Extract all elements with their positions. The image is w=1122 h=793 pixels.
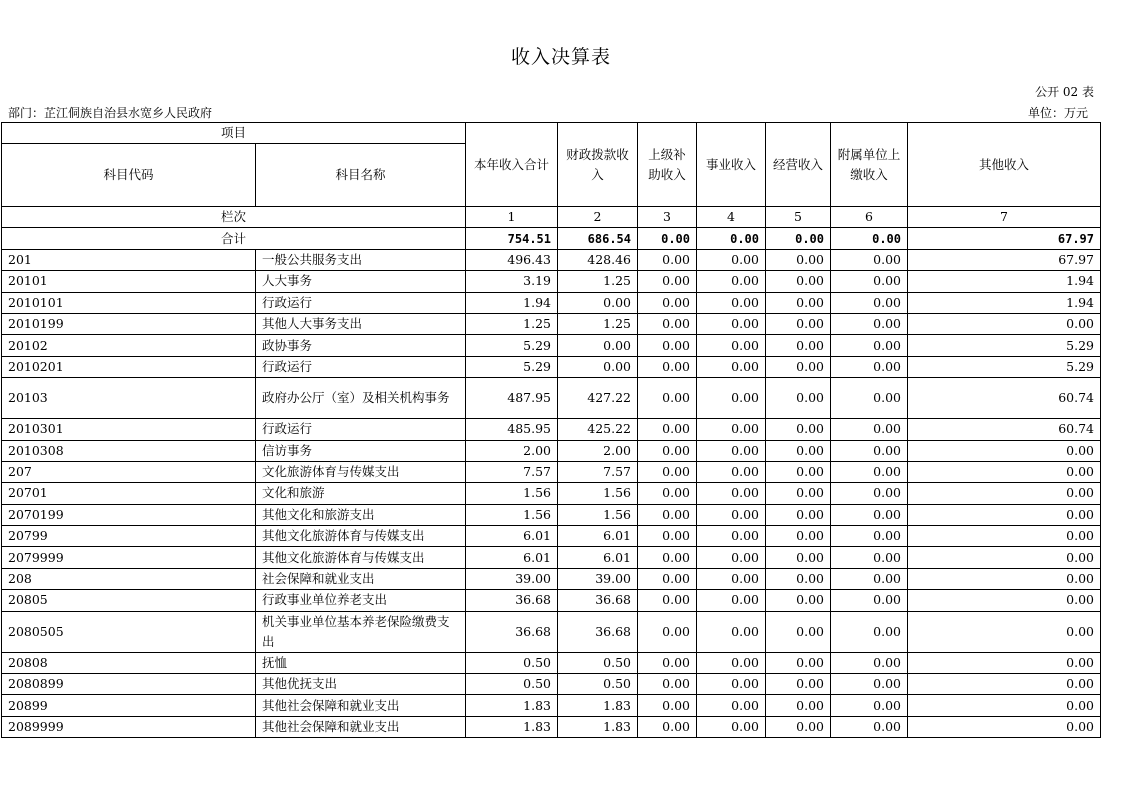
amount-cell: 0.00 — [638, 440, 697, 461]
header-col-4: 事业收入 — [697, 123, 766, 207]
amount-cell: 1.94 — [908, 271, 1101, 292]
table-row — [2, 292, 1101, 313]
amount-cell: 0.00 — [831, 483, 908, 504]
amount-cell: 0.00 — [831, 674, 908, 695]
subject-name: 其他文化旅游体育与传媒支出 — [256, 526, 466, 547]
amount-cell: 0.00 — [766, 674, 831, 695]
table-row — [2, 378, 1101, 419]
col-no-5: 5 — [766, 207, 831, 228]
form-number: 公开 02 表 — [1035, 85, 1094, 99]
amount-cell: 0.00 — [831, 716, 908, 737]
amount-cell: 0.00 — [831, 419, 908, 440]
subject-code: 20799 — [2, 526, 256, 547]
amount-cell: 0.00 — [766, 568, 831, 589]
subject-code: 2010101 — [2, 292, 256, 313]
amount-cell: 0.00 — [697, 547, 766, 568]
table-row — [2, 440, 1101, 461]
amount-cell: 0.00 — [766, 249, 831, 270]
subject-name: 行政运行 — [256, 356, 466, 377]
amount-cell: 5.29 — [466, 335, 558, 356]
amount-cell: 1.83 — [558, 695, 638, 716]
subject-name: 一般公共服务支出 — [256, 249, 466, 270]
col-no-label: 栏次 — [2, 207, 466, 228]
table-row — [2, 356, 1101, 377]
subject-name: 抚恤 — [256, 652, 466, 673]
subject-name: 其他文化旅游体育与传媒支出 — [256, 547, 466, 568]
subject-name: 信访事务 — [256, 440, 466, 461]
amount-cell: 0.00 — [697, 504, 766, 525]
col-no-6: 6 — [831, 207, 908, 228]
amount-cell: 0.00 — [908, 461, 1101, 482]
header-item: 项目 — [2, 123, 466, 144]
amount-cell: 0.00 — [638, 313, 697, 334]
table-row — [2, 249, 1101, 270]
amount-cell: 0.00 — [697, 483, 766, 504]
subject-code: 2010308 — [2, 440, 256, 461]
amount-cell: 0.00 — [766, 590, 831, 611]
amount-cell: 0.00 — [766, 292, 831, 313]
amount-cell: 0.00 — [638, 292, 697, 313]
table-row — [2, 461, 1101, 482]
amount-cell: 0.00 — [697, 356, 766, 377]
amount-cell: 0.00 — [638, 695, 697, 716]
amount-cell: 2.00 — [466, 440, 558, 461]
table-row — [2, 611, 1101, 652]
amount-cell: 1.56 — [466, 483, 558, 504]
amount-cell: 5.29 — [466, 356, 558, 377]
subject-code: 20103 — [2, 378, 256, 419]
amount-cell: 0.00 — [558, 292, 638, 313]
amount-cell: 0.00 — [697, 335, 766, 356]
amount-cell: 2.00 — [558, 440, 638, 461]
amount-cell: 0.00 — [908, 695, 1101, 716]
subject-code: 2089999 — [2, 716, 256, 737]
income-table — [1, 122, 1101, 738]
header-code: 科目代码 — [2, 144, 256, 207]
amount-cell: 0.00 — [558, 356, 638, 377]
amount-cell: 0.00 — [697, 716, 766, 737]
header-name: 科目名称 — [256, 144, 466, 207]
amount-cell: 0.00 — [831, 271, 908, 292]
amount-cell: 425.22 — [558, 419, 638, 440]
amount-cell: 0.00 — [697, 249, 766, 270]
amount-cell: 60.74 — [908, 378, 1101, 419]
amount-cell: 0.00 — [831, 590, 908, 611]
subject-code: 201 — [2, 249, 256, 270]
table-row — [2, 674, 1101, 695]
amount-cell: 0.00 — [908, 526, 1101, 547]
amount-cell: 0.00 — [831, 526, 908, 547]
amount-cell: 0.00 — [831, 378, 908, 419]
subject-code: 208 — [2, 568, 256, 589]
amount-cell: 0.00 — [697, 292, 766, 313]
amount-cell: 0.00 — [908, 611, 1101, 652]
amount-cell: 39.00 — [466, 568, 558, 589]
amount-cell: 3.19 — [466, 271, 558, 292]
amount-cell: 0.00 — [766, 313, 831, 334]
amount-cell: 0.50 — [466, 674, 558, 695]
subject-code: 2010301 — [2, 419, 256, 440]
amount-cell: 0.00 — [766, 526, 831, 547]
amount-cell: 0.00 — [697, 440, 766, 461]
header-col-6: 附属单位上缴收入 — [831, 123, 908, 207]
amount-cell: 0.00 — [638, 356, 697, 377]
amount-cell: 0.00 — [908, 313, 1101, 334]
amount-cell: 0.00 — [697, 695, 766, 716]
amount-cell: 0.00 — [831, 547, 908, 568]
amount-cell: 7.57 — [466, 461, 558, 482]
amount-cell: 60.74 — [908, 419, 1101, 440]
amount-cell: 39.00 — [558, 568, 638, 589]
subject-code: 2079999 — [2, 547, 256, 568]
amount-cell: 0.00 — [908, 590, 1101, 611]
header-col-1: 本年收入合计 — [466, 123, 558, 207]
amount-cell: 0.00 — [697, 419, 766, 440]
amount-cell: 0.00 — [697, 652, 766, 673]
table-row — [2, 695, 1101, 716]
table-row — [2, 419, 1101, 440]
amount-cell: 0.00 — [638, 568, 697, 589]
table-row — [2, 590, 1101, 611]
amount-cell: 0.00 — [766, 652, 831, 673]
subject-name: 行政运行 — [256, 292, 466, 313]
amount-cell: 0.00 — [766, 461, 831, 482]
subject-code: 2080899 — [2, 674, 256, 695]
amount-cell: 0.00 — [831, 568, 908, 589]
amount-cell: 0.00 — [638, 716, 697, 737]
amount-cell: 0.00 — [697, 271, 766, 292]
amount-cell: 0.00 — [831, 652, 908, 673]
amount-cell: 0.00 — [638, 249, 697, 270]
subject-code: 20701 — [2, 483, 256, 504]
amount-cell: 5.29 — [908, 356, 1101, 377]
subject-name: 行政运行 — [256, 419, 466, 440]
amount-cell: 1.94 — [908, 292, 1101, 313]
table-row — [2, 526, 1101, 547]
amount-cell: 0.00 — [697, 611, 766, 652]
amount-cell: 0.00 — [766, 716, 831, 737]
table-row — [2, 504, 1101, 525]
page-title: 收入决算表 — [510, 46, 611, 68]
amount-cell: 0.00 — [831, 504, 908, 525]
amount-cell: 0.00 — [697, 568, 766, 589]
subject-name: 文化旅游体育与传媒支出 — [256, 461, 466, 482]
subject-code: 20805 — [2, 590, 256, 611]
amount-cell: 0.00 — [638, 483, 697, 504]
subject-code: 20808 — [2, 652, 256, 673]
amount-cell: 0.00 — [766, 483, 831, 504]
total-value: 0.00 — [766, 228, 831, 249]
header-col-7: 其他收入 — [908, 123, 1101, 207]
amount-cell: 0.00 — [831, 335, 908, 356]
amount-cell: 1.25 — [466, 313, 558, 334]
header-col-2: 财政拨款收入 — [558, 123, 638, 207]
total-value: 0.00 — [638, 228, 697, 249]
subject-code: 2010201 — [2, 356, 256, 377]
amount-cell: 0.00 — [697, 313, 766, 334]
amount-cell: 0.00 — [766, 335, 831, 356]
amount-cell: 428.46 — [558, 249, 638, 270]
department-label: 部门：芷江侗族自治县水宽乡人民政府 — [8, 106, 213, 120]
subject-name: 社会保障和就业支出 — [256, 568, 466, 589]
table-row — [2, 335, 1101, 356]
amount-cell: 36.68 — [558, 611, 638, 652]
table-row — [2, 271, 1101, 292]
amount-cell: 1.56 — [558, 504, 638, 525]
table-row — [2, 568, 1101, 589]
subject-code: 207 — [2, 461, 256, 482]
table-row — [2, 547, 1101, 568]
total-row — [2, 228, 1101, 249]
table-row — [2, 313, 1101, 334]
amount-cell: 1.56 — [558, 483, 638, 504]
amount-cell: 427.22 — [558, 378, 638, 419]
amount-cell: 0.00 — [908, 440, 1101, 461]
amount-cell: 36.68 — [466, 590, 558, 611]
total-value: 0.00 — [831, 228, 908, 249]
amount-cell: 1.83 — [466, 716, 558, 737]
amount-cell: 0.00 — [908, 504, 1101, 525]
amount-cell: 0.00 — [831, 695, 908, 716]
amount-cell: 0.00 — [697, 461, 766, 482]
col-no-2: 2 — [558, 207, 638, 228]
amount-cell: 0.00 — [697, 590, 766, 611]
amount-cell: 0.00 — [638, 461, 697, 482]
amount-cell: 1.83 — [558, 716, 638, 737]
subject-name: 人大事务 — [256, 271, 466, 292]
amount-cell: 0.00 — [638, 674, 697, 695]
amount-cell: 0.00 — [766, 547, 831, 568]
amount-cell: 0.00 — [558, 335, 638, 356]
amount-cell: 0.00 — [766, 271, 831, 292]
amount-cell: 0.00 — [638, 271, 697, 292]
subject-name: 其他文化和旅游支出 — [256, 504, 466, 525]
amount-cell: 0.00 — [766, 504, 831, 525]
amount-cell: 0.00 — [638, 335, 697, 356]
amount-cell: 0.50 — [558, 674, 638, 695]
amount-cell: 1.83 — [466, 695, 558, 716]
amount-cell: 0.00 — [697, 674, 766, 695]
amount-cell: 0.00 — [638, 652, 697, 673]
table-row — [2, 716, 1101, 737]
subject-name: 其他社会保障和就业支出 — [256, 716, 466, 737]
total-value: 754.51 — [466, 228, 558, 249]
amount-cell: 487.95 — [466, 378, 558, 419]
amount-cell: 1.25 — [558, 271, 638, 292]
amount-cell: 0.00 — [831, 313, 908, 334]
amount-cell: 0.00 — [908, 547, 1101, 568]
amount-cell: 0.00 — [766, 695, 831, 716]
amount-cell: 0.00 — [766, 440, 831, 461]
subject-name: 行政事业单位养老支出 — [256, 590, 466, 611]
table-row — [2, 652, 1101, 673]
amount-cell: 0.00 — [908, 652, 1101, 673]
amount-cell: 7.57 — [558, 461, 638, 482]
subject-code: 2070199 — [2, 504, 256, 525]
amount-cell: 496.43 — [466, 249, 558, 270]
subject-name: 机关事业单位基本养老保险缴费支出 — [256, 611, 466, 652]
amount-cell: 0.50 — [558, 652, 638, 673]
amount-cell: 0.00 — [908, 568, 1101, 589]
amount-cell: 0.00 — [638, 419, 697, 440]
amount-cell: 0.00 — [638, 526, 697, 547]
amount-cell: 0.00 — [638, 378, 697, 419]
amount-cell: 0.00 — [766, 611, 831, 652]
amount-cell: 0.00 — [831, 461, 908, 482]
table-row — [2, 483, 1101, 504]
amount-cell: 1.56 — [466, 504, 558, 525]
subject-code: 2080505 — [2, 611, 256, 652]
col-no-3: 3 — [638, 207, 697, 228]
amount-cell: 0.00 — [908, 716, 1101, 737]
header-col-5: 经营收入 — [766, 123, 831, 207]
amount-cell: 0.00 — [638, 547, 697, 568]
total-label: 合计 — [2, 228, 466, 249]
subject-name: 其他人大事务支出 — [256, 313, 466, 334]
amount-cell: 485.95 — [466, 419, 558, 440]
col-no-7: 7 — [908, 207, 1101, 228]
amount-cell: 0.00 — [831, 611, 908, 652]
amount-cell: 0.00 — [908, 483, 1101, 504]
subject-name: 政协事务 — [256, 335, 466, 356]
amount-cell: 0.00 — [766, 378, 831, 419]
amount-cell: 5.29 — [908, 335, 1101, 356]
header-col-3: 上级补助收入 — [638, 123, 697, 207]
amount-cell: 0.50 — [466, 652, 558, 673]
amount-cell: 1.25 — [558, 313, 638, 334]
amount-cell: 0.00 — [831, 292, 908, 313]
unit-label: 单位：万元 — [1027, 106, 1088, 120]
amount-cell: 0.00 — [638, 611, 697, 652]
subject-code: 2010199 — [2, 313, 256, 334]
col-no-1: 1 — [466, 207, 558, 228]
amount-cell: 0.00 — [697, 526, 766, 547]
amount-cell: 6.01 — [558, 547, 638, 568]
amount-cell: 6.01 — [466, 547, 558, 568]
subject-code: 20101 — [2, 271, 256, 292]
subject-name: 其他社会保障和就业支出 — [256, 695, 466, 716]
subject-name: 其他优抚支出 — [256, 674, 466, 695]
amount-cell: 0.00 — [766, 419, 831, 440]
amount-cell: 0.00 — [766, 356, 831, 377]
total-value: 0.00 — [697, 228, 766, 249]
amount-cell: 6.01 — [466, 526, 558, 547]
amount-cell: 67.97 — [908, 249, 1101, 270]
col-no-4: 4 — [697, 207, 766, 228]
amount-cell: 36.68 — [466, 611, 558, 652]
amount-cell: 0.00 — [697, 378, 766, 419]
amount-cell: 6.01 — [558, 526, 638, 547]
total-value: 67.97 — [908, 228, 1101, 249]
amount-cell: 0.00 — [638, 504, 697, 525]
subject-name: 文化和旅游 — [256, 483, 466, 504]
amount-cell: 0.00 — [908, 674, 1101, 695]
subject-code: 20102 — [2, 335, 256, 356]
total-value: 686.54 — [558, 228, 638, 249]
amount-cell: 0.00 — [831, 356, 908, 377]
amount-cell: 1.94 — [466, 292, 558, 313]
amount-cell: 0.00 — [831, 249, 908, 270]
subject-name: 政府办公厅（室）及相关机构事务 — [256, 378, 466, 419]
amount-cell: 0.00 — [638, 590, 697, 611]
amount-cell: 0.00 — [831, 440, 908, 461]
subject-code: 20899 — [2, 695, 256, 716]
amount-cell: 36.68 — [558, 590, 638, 611]
